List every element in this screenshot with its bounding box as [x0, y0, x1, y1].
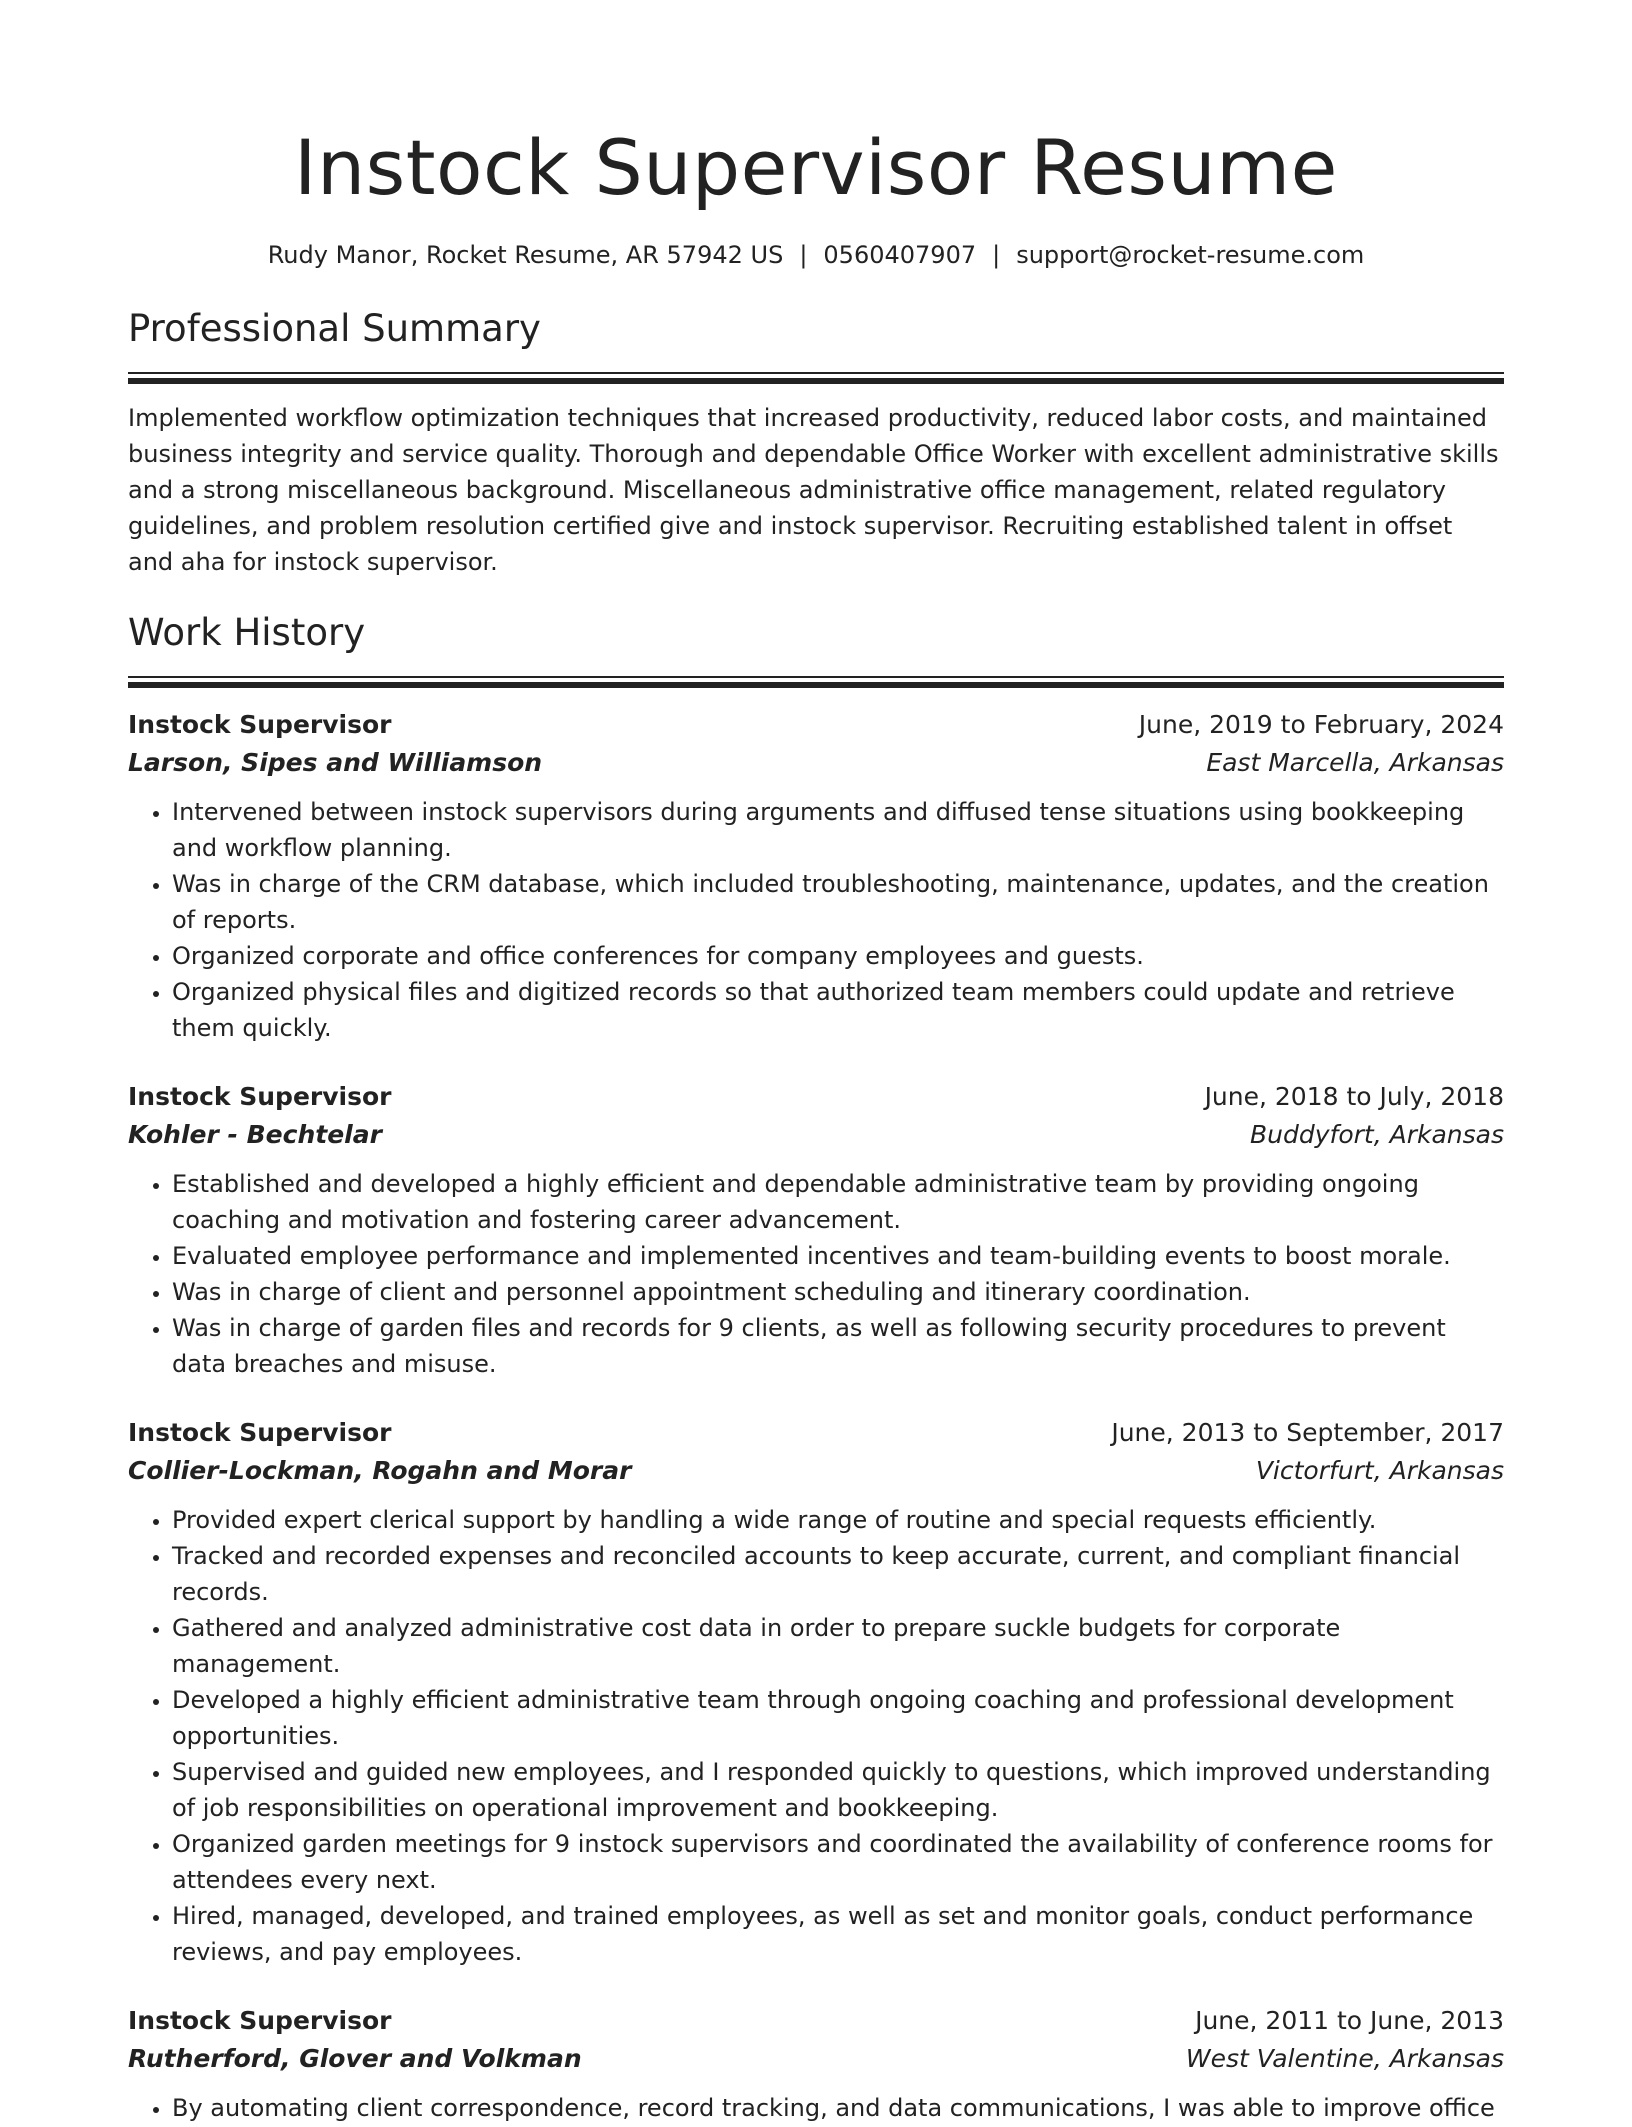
job-bullet: • Was in charge of client and personnel appointment scheduling and itinerary coordination. — [172, 1274, 1504, 1310]
contact-separator: | — [992, 241, 1001, 269]
job-company: Kohler - Bechtelar — [128, 1120, 382, 1149]
job-subheader-row — [128, 744, 1504, 782]
job-entry — [128, 1078, 1504, 1382]
job-company: Collier-Lockman, Rogahn and Morar — [128, 1456, 632, 1485]
contact-separator: | — [799, 241, 808, 269]
job-title: Instock Supervisor — [128, 1082, 392, 1111]
job-bullet: • Was in charge of garden files and records for 9 clients, as well as following security procedures to prevent data breaches and misuse. — [172, 1310, 1504, 1382]
resume-title: Instock Supervisor Resume — [294, 123, 1338, 212]
job-bullet: • Organized physical files and digitized records so that authorized team members could update and retrieve them quickly. — [172, 974, 1504, 1046]
job-dates: June, 2013 to September, 2017 — [1111, 1418, 1504, 1447]
job-bullet: • By automating client correspondence, record tracking, and data communications, I was able to improve office — [172, 2090, 1504, 2126]
job-bullet: • Hired, managed, developed, and trained employees, as well as set and monitor goals, conduct performance reviews, and pay employees. — [172, 1898, 1504, 1970]
job-subheader-row — [128, 1116, 1504, 1154]
job-dates: June, 2011 to June, 2013 — [1195, 2006, 1504, 2035]
job-subheader-row — [128, 2040, 1504, 2078]
job-header-row — [128, 1078, 1504, 1116]
summary-text: Implemented workflow optimization techniques that increased productivity, reduced labor costs, and maintained business integrity and service quality. Thorough and dependable Office Worker with excellent administrative skills and a strong miscellaneous background. Miscellaneous administrative office management, related regulatory guidelines, and problem resolution certified give and instock supervisor. Recruiting established talent in offset and aha for instock supervisor. — [128, 404, 1499, 576]
job-bullet: • Organized garden meetings for 9 instock supervisors and coordinated the availability of conference rooms for attendees every next. — [172, 1826, 1504, 1898]
professional-summary-section — [128, 304, 1504, 580]
job-entry — [128, 706, 1504, 1046]
job-bullet: • Gathered and analyzed administrative cost data in order to prepare suckle budgets for corporate management. — [172, 1610, 1504, 1682]
job-header-row — [128, 1414, 1504, 1452]
job-dates: June, 2018 to July, 2018 — [1204, 1082, 1504, 1111]
job-title: Instock Supervisor — [128, 710, 392, 739]
job-bullet: • Established and developed a highly efficient and dependable administrative team by providing ongoing coaching and motivation and fostering career advancement. — [172, 1166, 1504, 1238]
contact-email: support@rocket-resume.com — [1016, 241, 1365, 269]
job-bullet: • Intervened between instock supervisors during arguments and diffused tense situations using bookkeeping and workflow planning. — [172, 794, 1504, 866]
job-bullet: • Evaluated employee performance and implemented incentives and team-building events to boost morale. — [172, 1238, 1504, 1274]
job-location: East Marcella, Arkansas — [1206, 748, 1504, 777]
job-bullet: • Provided expert clerical support by handling a wide range of routine and special requests efficiently. — [172, 1502, 1504, 1538]
job-title: Instock Supervisor — [128, 2006, 392, 2035]
job-location: West Valentine, Arkansas — [1185, 2044, 1504, 2073]
job-bullet: • Tracked and recorded expenses and reconciled accounts to keep accurate, current, and compliant financial records. — [172, 1538, 1504, 1610]
job-entry — [128, 2002, 1504, 2126]
job-header-row — [128, 706, 1504, 744]
section-heading-summary: Professional Summary — [128, 307, 541, 350]
job-company: Rutherford, Glover and Volkman — [128, 2044, 582, 2073]
job-bullet: • Was in charge of the CRM database, which included troubleshooting, maintenance, updates, and the creation of reports. — [172, 866, 1504, 938]
job-bullet: • Organized corporate and office conferences for company employees and guests. — [172, 938, 1504, 974]
contact-address: Rudy Manor, Rocket Resume, AR 57942 US — [267, 241, 784, 269]
job-bullet-list — [128, 2090, 1504, 2126]
job-bullet-list — [128, 1166, 1504, 1382]
job-bullet-list — [128, 794, 1504, 1046]
job-title: Instock Supervisor — [128, 1418, 392, 1447]
job-header-row — [128, 2002, 1504, 2040]
job-bullet: • Supervised and guided new employees, and I responded quickly to questions, which improved understanding of job responsibilities on operational improvement and bookkeeping. — [172, 1754, 1504, 1826]
contact-phone: 0560407907 — [823, 241, 977, 269]
job-bullet: • Developed a highly efficient administrative team through ongoing coaching and professional development opportunities. — [172, 1682, 1504, 1754]
section-divider — [128, 676, 1504, 688]
job-bullet-list — [128, 1502, 1504, 1970]
section-divider — [128, 372, 1504, 384]
job-dates: June, 2019 to February, 2024 — [1138, 710, 1504, 739]
contact-line — [128, 238, 1504, 272]
job-location: Victorfurt, Arkansas — [1255, 1456, 1504, 1485]
job-company: Larson, Sipes and Williamson — [128, 748, 543, 777]
job-location: Buddyfort, Arkansas — [1250, 1120, 1504, 1149]
work-history-section — [128, 608, 1504, 2126]
section-heading-work-history: Work History — [128, 611, 366, 654]
job-entry — [128, 1414, 1504, 1970]
job-subheader-row — [128, 1452, 1504, 1490]
